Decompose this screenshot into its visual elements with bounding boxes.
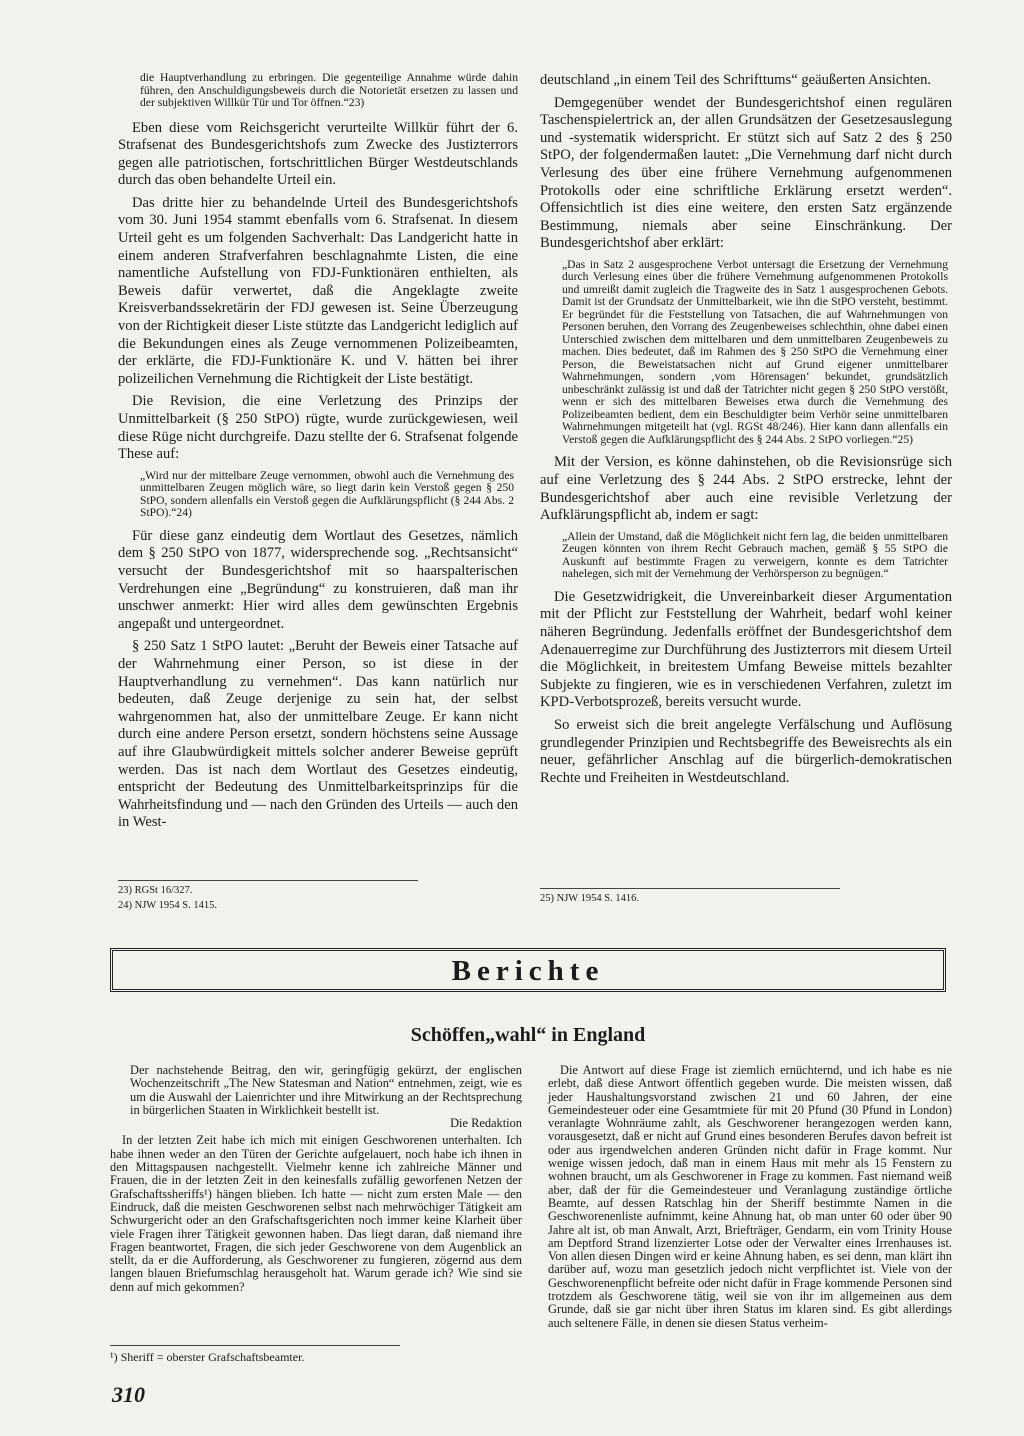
paragraph: Die Gesetzwidrigkeit, die Unvereinbarkeit dieser Argumentation mit der Pflicht zur Feststellung der Wahrheit, bedarf wohl keiner näheren Begründung. Jedenfalls eröffnet der Bundesgerichtshof dem Adenauerregime zur Durchführung des Justizterrors mit diesem Urteil die Möglichkeit, in breitestem Umfang Beweise mittels bezahlter Subjekte zu fingieren, wie es in verschiedenen Verfahren, zuletzt im KPD-Verbotsprozeß, bereits versucht wurde. bbox=[540, 588, 952, 711]
footnote: 23) RGSt 16/327. bbox=[118, 885, 193, 896]
paragraph: Mit der Version, es könne dahinstehen, ob die Revisionsrüge sich auf eine Verletzung des § 244 Abs. 2 StPO erstrecke, lehnt der Bundesgerichtshof aber auch eine revisible Verletzung der Aufklärungspflicht ab, indem er sagt: bbox=[540, 454, 952, 524]
section-title: Berichte bbox=[451, 955, 605, 987]
footnote: 24) NJW 1954 S. 1415. bbox=[118, 900, 217, 911]
paragraph: § 250 Satz 1 StPO lautet: „Beruht der Beweis einer Tatsache auf der Wahrnehmung einer Person, so ist diese in der Hauptverhandlung zu vernehmen“. Das kann natürlich nur bedeuten, daß Zeuge derjenige zu sein hat, der selbst wahrgenommen hat, also der unmittelbare Zeuge. Er kann nicht durch eine andere Person ersetzt, sondern höchstens seine Aussage auf ihre Glaubwürdigkeit mittels solcher anderer Beweise geprüft werden. Das ist nach dem Wortlaut des Gesetzes eindeutig, entspricht der Bedeutung des Unmittelbarkeitsprinzips für die Wahrheitsfindung und — nach den Gründen des Urteils — auch den in West- bbox=[118, 638, 518, 831]
article-column-left bbox=[110, 1064, 522, 1294]
section-banner bbox=[110, 948, 946, 992]
paragraph: In der letzten Zeit habe ich mich mit einigen Geschworenen unterhalten. Ich habe ihnen weder an den Türen der Gerichte aufgelauert, noch habe ich ihnen in den Mittagspausen nachgestellt. Vielmehr kenne ich zahlreiche Männer und Frauen, die in der letzten Zeit in den keinesfalls zufällig geworfenen Netzen der Grafschaftssheriffs¹) hängen blieben. Ich hatte — nicht zum ersten Male — den Eindruck, daß die meisten Geschworenen selbst nach mehrwöchiger Tätigkeit am Schwurgericht oder an den Grafschaftsgerichten noch immer keine Klarheit über viele Fragen ihrer Tätigkeit gewonnen haben. Das liegt daran, daß niemand ihre Fragen beantwortet, Fragen, die sich jeder Geschworene von dem Augenblick an stellt, da er die Aufforderung, als Geschworener zu fungieren, zögernd aus dem langen blauen Briefumschlag herausgeholt hat. Warum gerade ich? Wie sind sie denn auf mich gekommen? bbox=[110, 1133, 522, 1294]
block-quote: „Wird nur der mittelbare Zeuge vernommen, obwohl auch die Vernehmung des unmittelbaren Zeugen möglich wäre, so liegt darin kein Verstoß gegen § 250 StPO, sondern allenfalls ein Verstoß gegen die Aufklärungspflicht (§ 244 Abs. 2 StPO).“24) bbox=[140, 468, 514, 520]
footnotes-right bbox=[540, 888, 840, 906]
paragraph: Das dritte hier zu behandelnde Urteil des Bundesgerichtshofs vom 30. Juni 1954 stammt ebenfalls vom 6. Strafsenat. In diesem Urteil geht es um folgenden Sachverhalt: Das Landgericht hatte in einem anderen Strafverfahren beschlagnahmte Listen, die eine namentliche Aufstellung von FDJ-Funktionären enthielten, als Beweis dafür verwertet, daß die Angeklagte zweite Kreisverbandssekretärin der FDJ gewesen ist. Seine Überzeugung von der Richtigkeit dieser Liste stützte das Landgericht lediglich auf die Bekundungen eines als Zeuge vernommenen Polizeibeamten, der erklärte, die FDJ-Funktionäre K. und V. hätten bei ihrer polizeilichen Vernehmung die Richtigkeit der Liste bestätigt. bbox=[118, 194, 518, 387]
paragraph: deutschland „in einem Teil des Schrifttums“ geäußerten Ansichten. bbox=[540, 72, 932, 88]
block-quote: „Allein der Umstand, daß die Möglichkeit nicht fern lag, die beiden unmittelbaren Zeugen könnten von ihrem Recht Gebrauch machen, gemäß § 55 StPO die Auskunft auf bestimmte Fragen zu verweigern, konnte es dem Tatrichter nahelegen, sich mit der Vernehmung der Verhörsperson zu begnügen.“ bbox=[562, 529, 948, 581]
page-number: 310 bbox=[112, 1382, 145, 1407]
paragraph: So erweist sich die breit angelegte Verfälschung und Auflösung grundlegender Prinzipien und Rechtsbegriffe des Beweisrechts als ein neuer, gefährlicher Anschlag auf die bürgerlich-demokratischen Rechte und Freiheiten in Westdeutschland. bbox=[540, 716, 952, 786]
quote-continuation: die Hauptverhandlung zu erbringen. Die gegenteilige Annahme würde dahin führen, den Anschuldigungsbeweis durch die Notorietät ersetzen zu lassen und der subjektiven Willkür Tür und Tor öffnen.“23) bbox=[140, 71, 518, 109]
paragraph: Für diese ganz eindeutig dem Wortlaut des Gesetzes, nämlich dem § 250 StPO von 1877, widersprechende sog. „Rechtsansicht“ versucht der Bundesgerichtshof mit so haarspalterischen Verdrehungen eine „Begründung“ zu konstruieren, daß man ihr unschwer anmerkt: Hier wird alles dem gewünschten Ergebnis angepaßt und untergeordnet. bbox=[118, 527, 518, 632]
paragraph: Die Antwort auf diese Frage ist ziemlich ernüchternd, und ich habe es nie erlebt, daß diese Antwort öffentlich gegeben wurde. Die meisten wissen, daß jeder Haushaltungsvorstand zwischen 21 und 60 Jahren, der eine Gemeindesteuer oder eine Gesamtmiete für mit 20 Pfund (30 Pfund in London) veranlagte Wohnräume zahlt, als Geschworener herangezogen werden kann, vorausgesetzt, daß er nicht auf Grund eines besonderen Berufes davon befreit ist oder aus irgendwelchen anderen Gründen nicht dafür in Frage kommt. Nur wenige wissen jedoch, daß man in einem Haus mit mehr als 15 Fenstern zu wohnen braucht, um als Geschworener in Frage zu kommen. Fast niemand weiß aber, daß der für die Gemeindesteuer und Veranlagung zuständige örtliche Beamte, auf dessen Ratschlag hin der Sheriff bestimmte Namen in die Geschworenenliste aufnimmt, keine Ahnung hat, ob man unter 60 oder über 90 Jahre alt ist, ob man Anwalt, Arzt, Briefträger, Gendarm, ein vom Trinity House am Deptford Strand lizenzierter Lotse oder der Verwalter eines Irrenhauses ist. Von allen diesen Dingen wird er keine Ahnung haben, es sei denn, man klärt ihn darüber auf, wozu man gesetzlich jedoch nicht verpflichtet ist. Viele von der Geschworenenpflicht befreite oder nicht dafür in Frage kommende Personen sind trotzdem als Geschworene tätig, weil sie von ihr im allgemeinen aus dem Grunde, daß sie gar nicht über ihren Status im klaren sind. Es gibt allerdings auch seltenere Fälle, in denen sie diesen Status verheim- bbox=[548, 1063, 952, 1330]
editorial-signature: Die Redaktion bbox=[450, 1116, 522, 1131]
footnotes-left bbox=[118, 880, 418, 913]
article-title: Schöffen„wahl“ in England bbox=[410, 1024, 646, 1046]
editorial-lead: Der nachstehende Beitrag, den wir, geringfügig gekürzt, der englischen Wochenzeitschrift „The New Statesman and Nation“ entnehmen, zeigt, wie es um die Auswahl der Laienrichter und ihre Mitwirkung an der Rechtsprechung in bürgerlichen Staaten in Wirklichkeit bestellt ist. bbox=[130, 1063, 522, 1117]
paragraph: Demgegenüber wendet der Bundesgerichtshof einen regulären Taschenspielertrick an, der allen Grundsätzen der Gesetzesauslegung und -systematik widerspricht. Er stützt sich auf Satz 2 des § 250 StPO, der folgendermaßen lautet: „Die Vernehmung darf nicht durch Verlesung des über eine frühere Vernehmung aufgenommenen Protokolls oder eine schriftliche Erklärung ersetzt werden“. Offensichtlich ist dies eine weitere, den ersten Satz ergänzende Bestimmung, niemals aber seine Einschränkung. Der Bundesgerichtshof aber erklärt: bbox=[540, 94, 952, 252]
column-right bbox=[540, 72, 952, 787]
column-left bbox=[118, 72, 518, 832]
paragraph: Eben diese vom Reichsgericht verurteilte Willkür führt der 6. Strafsenat des Bundesgerichtshofs zum Zwecke des Justizterrors gegen alle patriotischen, fortschrittlichen Bürger Westdeutschlands durch das oben behandelte Urteil ein. bbox=[118, 119, 518, 189]
block-quote: „Das in Satz 2 ausgesprochene Verbot untersagt die Ersetzung der Vernehmung durch Verlesung eines über die frühere Vernehmung aufgenommenen Protokolls und umreißt damit zugleich die Tragweite des in Satz 1 ausgesprochenen Gebots. Damit ist der Grundsatz der Unmittelbarkeit, wie ihn die StPO versteht, bestimmt. Er begründet für die Feststellung von Tatsachen, die auf Wahrnehmungen von Personen beruhen, den Vorrang des Zeugenbeweises schlechthin, ohne dabei einen Unterschied zwischen dem mittelbaren und dem unmittelbaren Zeugenbeweis zu machen. Dies bedeutet, daß im Rahmen des § 250 StPO die Vernehmung einer Person, die Beweistatsachen nicht auf Grund eigener unmittelbarer Wahrnehmungen, sondern ‚vom Hörensagen‘ bekundet, grundsätzlich unbeschränkt zulässig ist und daß der Tatrichter nicht gegen § 250 StPO verstößt, wenn er sich des mittelbaren Beweises etwa durch die Vernehmung des Polizeibeamten bedient, dem ein Beschuldigter beim Verhör seine unmittelbaren Wahrnehmungen mitgeteilt hat (vgl. RGSt 48/246). Hier kann dann allenfalls ein Verstoß gegen die Aufklärungspflicht des § 244 Abs. 2 StPO vorliegen.“25) bbox=[562, 257, 948, 446]
article-footnote: ¹) Sheriff = oberster Grafschaftsbeamter. bbox=[110, 1345, 400, 1365]
footnote: 25) NJW 1954 S. 1416. bbox=[540, 893, 639, 904]
article-column-right bbox=[548, 1064, 952, 1330]
paragraph: Die Revision, die eine Verletzung des Prinzips der Unmittelbarkeit (§ 250 StPO) rügte, wurde zurückgewiesen, weil diese Rüge nicht durchgreife. Dazu stellte der 6. Strafsenat folgende These auf: bbox=[118, 393, 518, 463]
